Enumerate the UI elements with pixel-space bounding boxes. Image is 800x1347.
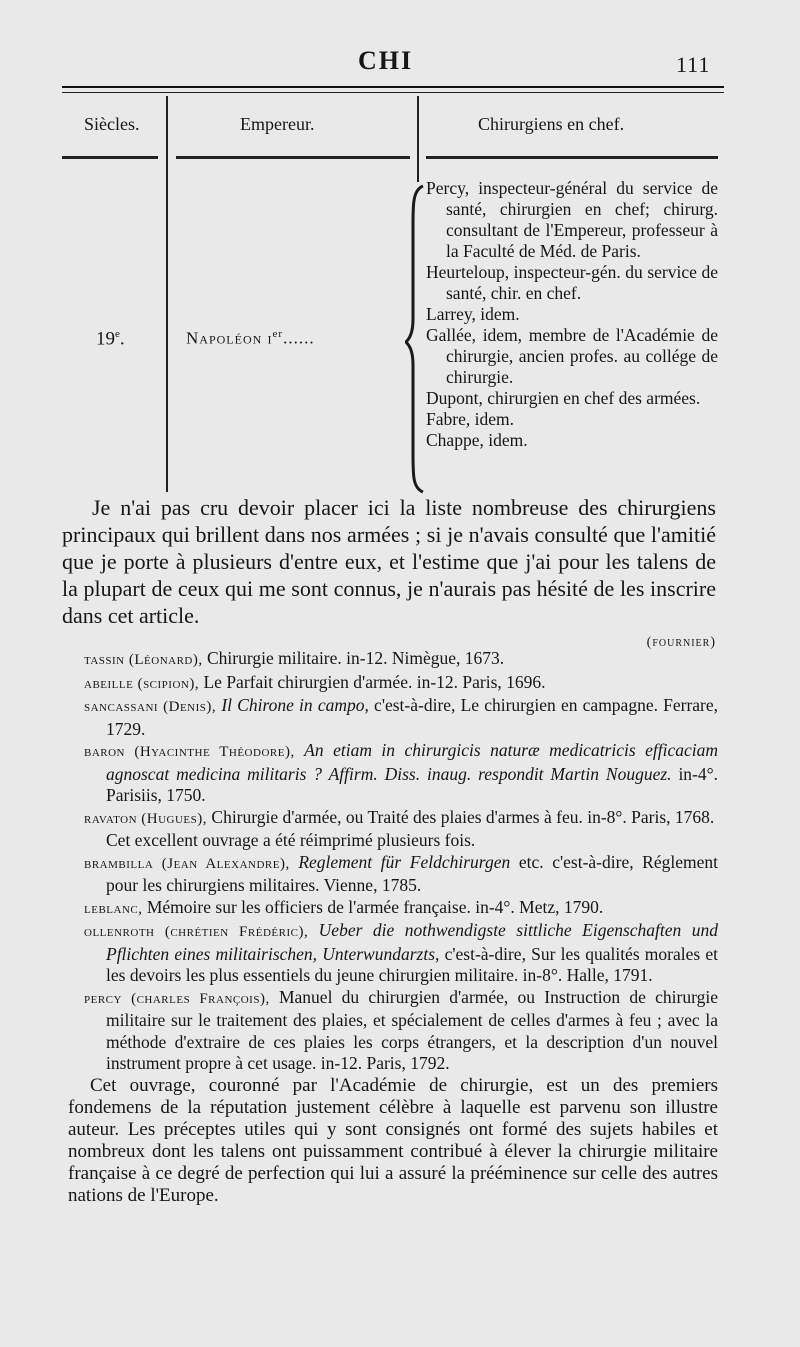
bib-note: Cet ouvrage, couronné par l'Académie de chirurgie, est un des premiers fondemens de la réputation justement célèbre à laquelle est parvenu son illustre auteur. Les préceptes utiles qui y sont consignés ont formé des sujets habiles et nombreux dont les talens ont puissamment contribué à élever la chirurgie militaire française à ce degré de perfection qui lui a assuré la prééminence sur celle des autres nations de l'Europe. [68,1074,718,1206]
bib-note: Cet excellent ouvrage a été réimprimé plusieurs fois. [106,830,476,850]
main-paragraph-text: Je n'ai pas cru devoir placer ici la liste nombreuse des chirurgiens principaux qui brillent dans nos armées ; si je n'avais consulté que l'amitié que je porte à plusieurs d'entre eux, et l'estime que j'ai pour les talens de la plupart de ceux qui me sont connus, je n'aurais pas hésité de les inscrire dans cet article. [62,495,716,628]
header-surgeons: Chirurgiens en chef. [478,114,625,134]
page-number: 111 [676,52,711,77]
bib-entry: ravaton (Hugues), Chirurgie d'armée, ou Traité des plaies d'armes à feu. in-8°. Paris, 1768. [84,806,715,827]
bib-entry: baron (Hyacinthe Théodore), An etiam in chirurgicis naturæ medicatricis efficaciam agnoscat medicina militaris ? Affirm. Diss. inaug. respondit Martin Nouguez. in-4°. Parisiis, 1750. [84,740,719,805]
bib-entry: abeille (scipion), Le Parfait chirurgien d'armée. in-12. Paris, 1696. [84,671,546,692]
top-rule [62,86,724,88]
running-head [0,46,800,78]
header-centuries: Siècles. [84,114,140,134]
surgeon-entry-larrey: Larrey, idem. [426,304,520,324]
header-emperor: Empereur. [240,114,315,134]
emperor-cell: Napoléon $i^{er}$...... [186,328,315,348]
main-paragraph-block [62,494,716,656]
surgeon-entry-percy: Percy, inspecteur-général du service de santé, chirurgien en chef; chirurg. consultant de l'Empereur, professeur à la Faculté de Méd. de Paris. [426,178,718,261]
bib-entry: percy (charles François), Manuel du chirurgien d'armée, ou Instruction de chirurgie militaire sur le traitement des plaies, et spécialement de celles d'armes à feu ; avec la méthode d'extraire de ces plaies les corps étrangers, et la description d'un nouvel instrument propre à cet usage. in-12. Paris, 1792. [84,986,718,1073]
top-rule-thin [62,92,724,93]
column-divider-1 [166,96,168,492]
author-signature: (fournier) [646,635,716,650]
surgeons-list [426,178,718,451]
surgeon-entry-dupont: Dupont, chirurgien en chef des armées. [426,388,701,408]
surgeon-entry-fabre: Fabre, idem. [426,409,514,429]
main-paragraph [62,494,716,629]
century-cell: 19e. [96,328,125,350]
header-underline-2 [176,156,410,159]
surgeon-entry-gallee: Gallée, idem, membre de l'Académie de chirurgie, ancien profes. au collége de chirurgie. [426,325,718,387]
bib-entry: brambilla (Jean Alexandre), Reglement für Feldchirurgen etc. c'est-à-dire, Réglement pour les chirurgiens militaires. Vienne, 1785. [84,851,718,895]
running-title: CHI [358,46,414,75]
bibliography [68,648,719,1207]
bib-entry: leblanc, Mémoire sur les officiers de l'armée française. in-4°. Metz, 1790. [84,896,604,917]
column-divider-2 [417,96,419,182]
surgeon-entry-heurteloup: Heurteloup, inspecteur-gén. du service de santé, chir. en chef. [426,262,718,303]
bib-entry: sancassani (Denis), Il Chirone in campo, c'est-à-dire, Le chirurgien en campagne. Ferrare, 1729. [84,695,719,739]
header-underline-3 [426,156,718,159]
header-underline-1 [62,156,158,159]
bib-entry: tassin (Léonard), Chirurgie militaire. in-12. Nimègue, 1673. [84,648,505,668]
curly-brace [405,184,427,494]
bib-entry: ollenroth (chrétien Frédéric), Ueber die nothwendigste sittliche Eigenschaften und Pflichten eines militairischen, Unterwundarzts, c'est-à-dire, Sur les qualités morales et les devoirs les plus essentiels du jeune chirurgien militaire. in-8°. Halle, 1791. [84,920,719,985]
surgeon-entry-chappe: Chappe, idem. [426,430,528,450]
